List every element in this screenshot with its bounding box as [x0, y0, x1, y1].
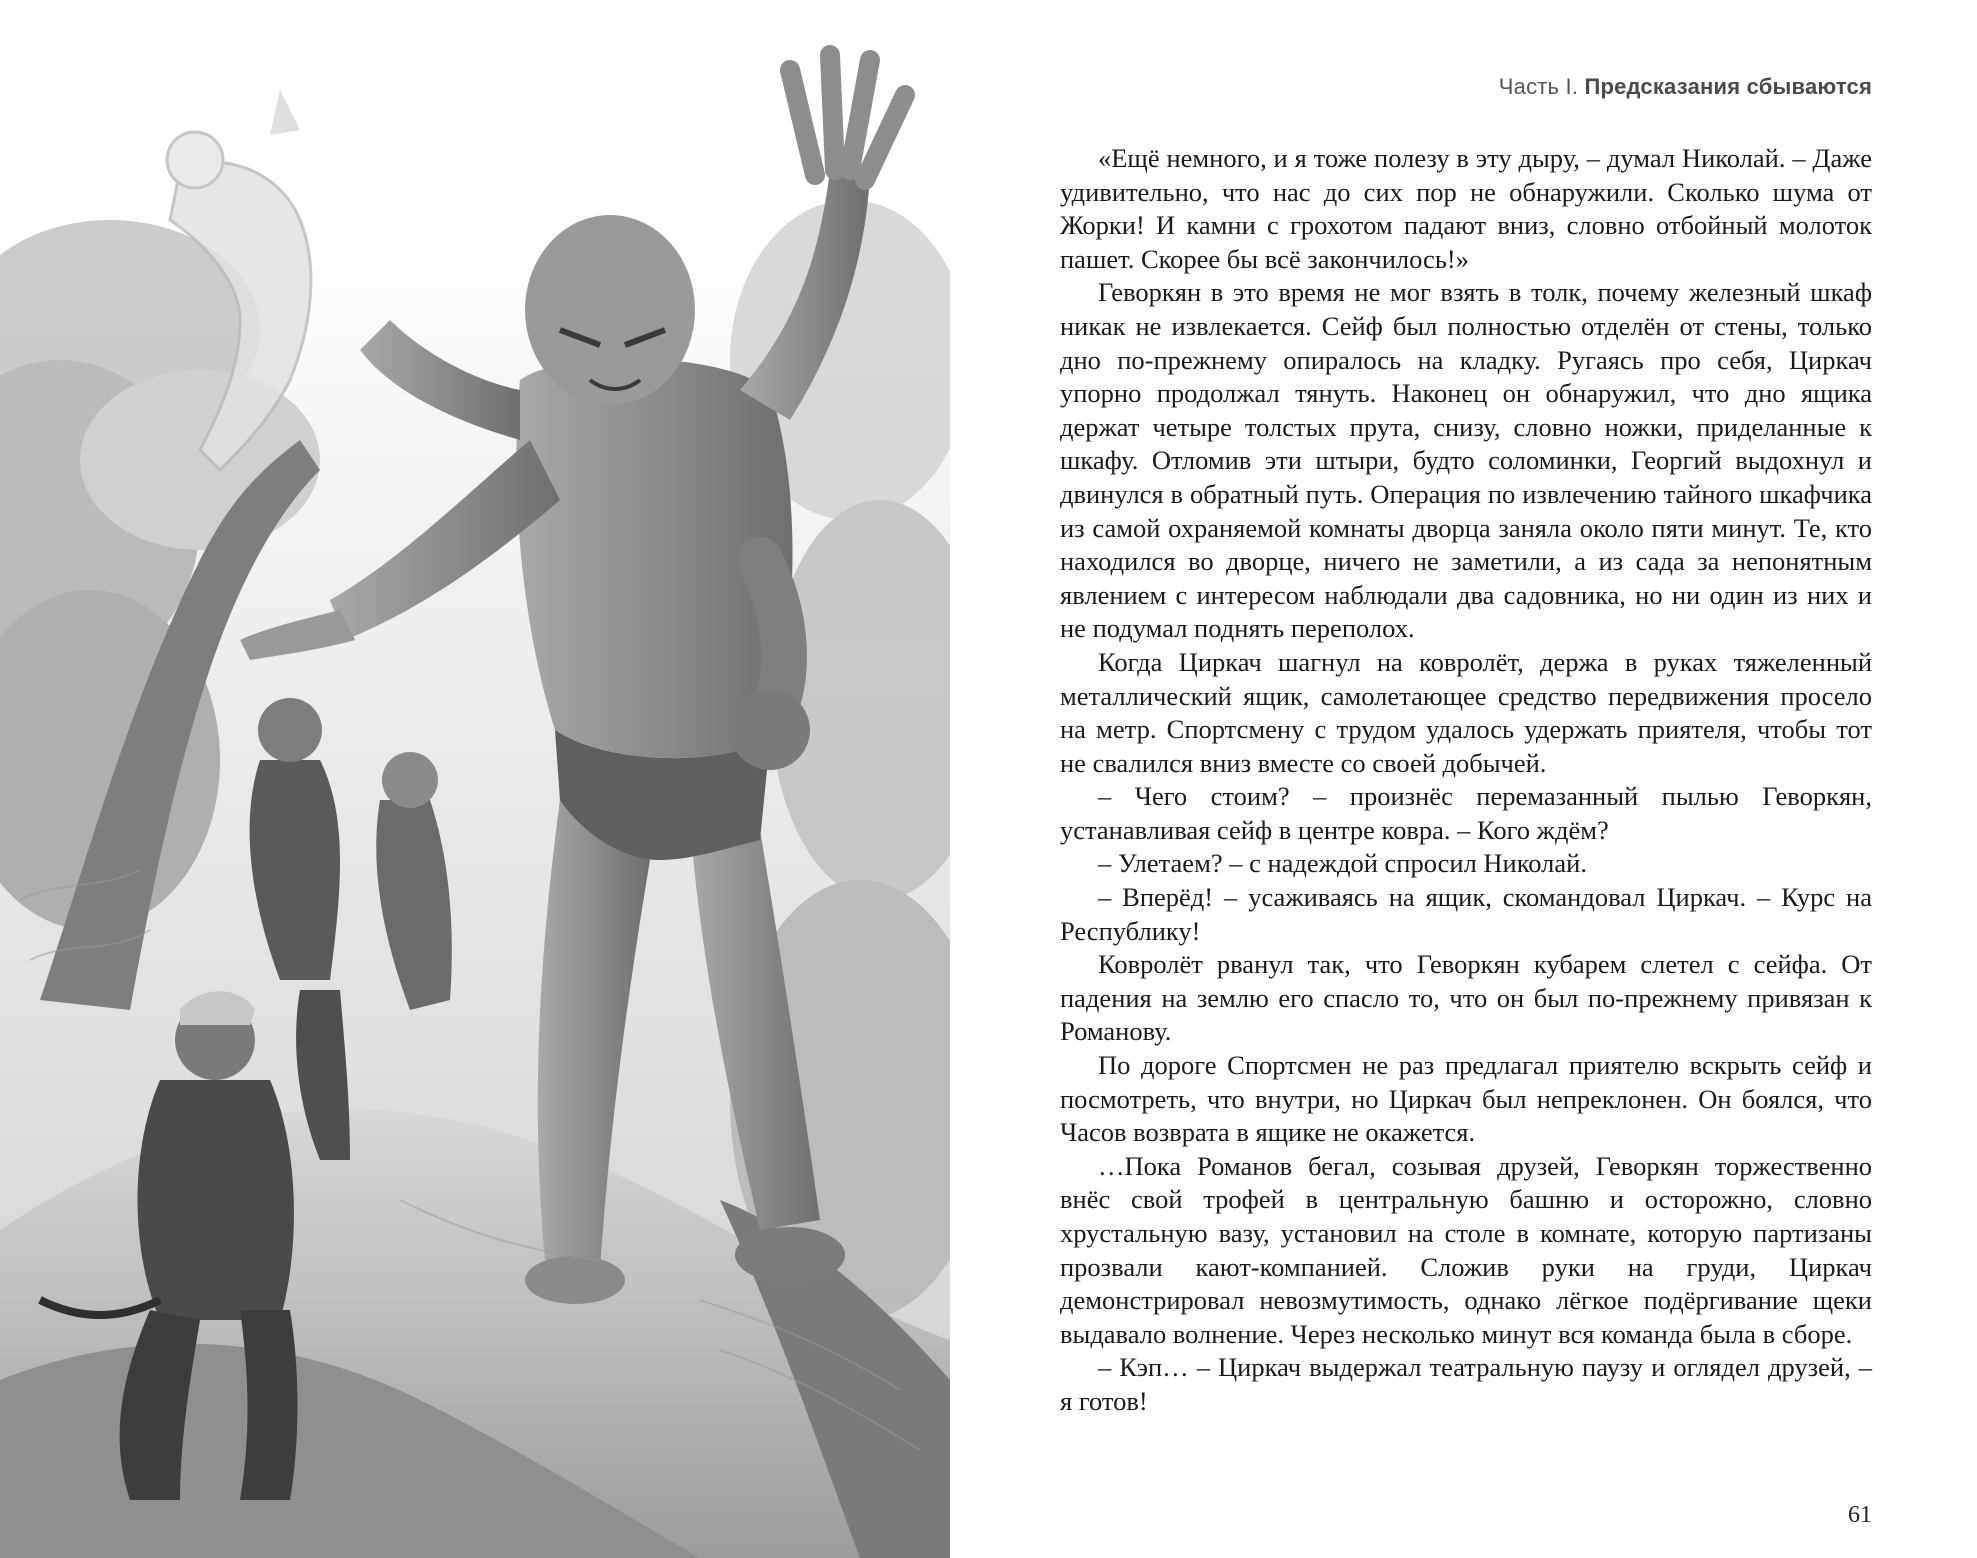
part-title: Предсказания сбываются — [1584, 74, 1872, 99]
body-text — [1060, 142, 1872, 1419]
book-illustration — [0, 0, 950, 1558]
paragraph: Геворкян в это время не мог взять в толк, почему железный шкаф никак не извлекается. Сейф был полностью отделён от стены, только дно по-прежнему опиралось на кладку. Ругаясь про себя, Циркач упорно продолжал тянуть. Наконец он обнаружил, что дно ящика держат четыре толстых прута, снизу, словно ножки, приделанные к шкафу. Отломив эти штыри, будто соломинки, Георгий выдохнул и двинулся в обратный путь. Операция по извлечению тайного шкафчика из самой охраняемой комнаты дворца заняла около пяти минут. Те, кто находился во дворце, ничего не заметили, а из сада за непонятным явлением с интересом наблюдали два садовника, но ни один из них и не подумал поднять переполох. — [1060, 277, 1872, 644]
paragraph: По дороге Спортсмен не раз предлагал приятелю вскрыть сейф и посмотреть, что внутри, но Циркач был непреклонен. Он боялся, что Часов возврата в ящике не окажется. — [1060, 1050, 1872, 1148]
running-head — [1499, 74, 1872, 100]
paragraph: Когда Циркач шагнул на ковролёт, держа в руках тяжеленный металлический ящик, самолетающее средство передвижения просело на метр. Спортсмену с трудом удалось удержать приятеля, чтобы тот не свалился вниз вместе со своей добычей. — [1060, 646, 1872, 778]
paragraph: – Вперёд! – усаживаясь на ящик, скомандовал Циркач. – Курс на Республику! — [1060, 882, 1872, 946]
paragraph: – Кэп… – Циркач выдержал театральную паузу и оглядел друзей, – я готов! — [1060, 1352, 1872, 1416]
page-number: 61 — [1848, 1502, 1872, 1528]
paragraph: – Улетаем? – с надеждой спросил Николай. — [1098, 848, 1587, 879]
paragraph: «Ещё немного, и я тоже полезу в эту дыру, – думал Николай. – Даже удивительно, что нас до сих пор не обнаружили. Сколько шума от Жорки! И камни с грохотом падают вниз, словно отбойный молоток пашет. Скорее бы всё закончилось!» — [1060, 143, 1872, 274]
paragraph: – Чего стоим? – произнёс перемазанный пылью Геворкян, устанавливая сейф в центре ковра. – Кого ждём? — [1060, 781, 1872, 845]
paragraph: …Пока Романов бегал, созывая друзей, Геворкян торжественно внёс свой трофей в центральную башню и осторожно, словно хрустальную вазу, установил на столе в комнате, которую партизаны прозвали кают-компанией. Сложив руки на груди, Циркач демонстрировал невозмутимость, однако лёгкое подёргивание щеки выдавало волнение. Через несколько минут вся команда была в сборе. — [1060, 1150, 1872, 1349]
left-page — [0, 0, 950, 1558]
right-page — [950, 0, 1977, 1558]
part-label: Часть I. — [1498, 74, 1579, 99]
paragraph: Ковролёт рванул так, что Геворкян кубарем слетел с сейфа. От падения на землю его спасло то, что он был по-прежнему привязан к Романову. — [1060, 949, 1872, 1047]
